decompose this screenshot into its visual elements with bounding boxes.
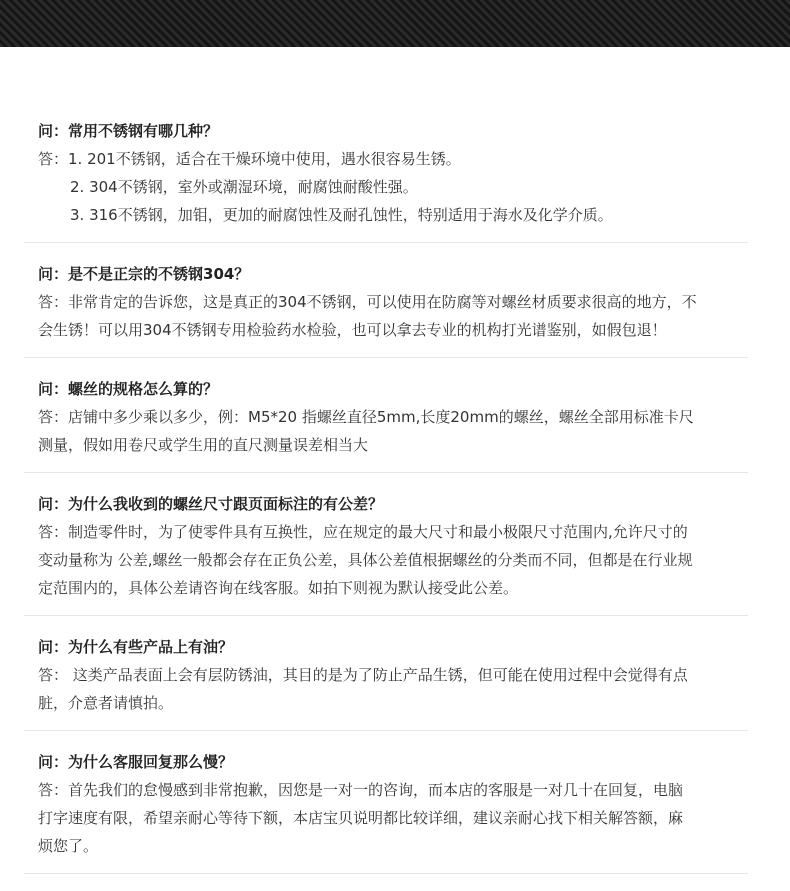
faq-item [24,117,748,243]
faq-item [24,375,748,473]
faq-answer-line: 答：制造零件时，为了使零件具有互换性，应在规定的最大尺寸和最小极限尺寸范围内,允许尺寸的 [38,523,688,541]
faq-answer-line: 2. 304不锈钢，室外或潮湿环境，耐腐蚀耐酸性强。 [70,178,418,196]
faq-answer [38,145,748,229]
faq-answer-line: 定范围内的，具体公差请咨询在线客服。如拍下则视为默认接受此公差。 [38,579,519,597]
faq-answer-line: 答：非常肯定的告诉您，这是真正的304不锈钢，可以使用在防腐等对螺丝材质要求很高的地方，不 [38,293,697,311]
faq-question: 问：为什么有些产品上有油？ [38,638,234,656]
faq-list [24,117,748,891]
faq-question: 问：为什么客服回复那么慢？ [38,753,234,771]
faq-answer-line: 答： 这类产品表面上会有层防锈油，其目的是为了防止产品生锈，但可能在使用过程中会觉得有点 [38,666,688,684]
faq-answer-line: 变动量称为 公差,螺丝一般都会存在正负公差，具体公差值根据螺丝的分类而不同，但都是在行业规 [38,551,693,569]
faq-answer-line: 烦您了。 [38,837,99,855]
faq-answer-line: 测量，假如用卷尺或学生用的直尺测量误差相当大 [38,436,369,454]
faq-item [24,633,748,731]
faq-item [24,260,748,358]
faq-answer-line: 答：1. 201不锈钢，适合在干燥环境中使用，遇水很容易生锈。 [38,150,461,168]
faq-answer [38,518,748,602]
faq-answer-line: 答：店铺中多少乘以多少，例：M5*20 指螺丝直径5mm,长度20mm的螺丝，螺丝全部用标准卡尺 [38,408,694,426]
faq-question: 问：常用不锈钢有哪几种？ [38,122,219,140]
faq-answer [38,661,748,717]
faq-item [24,490,748,616]
faq-answer [38,288,748,344]
top-banner [0,0,790,47]
faq-item [24,748,748,874]
faq-answer-line: 打字速度有限，希望亲耐心等待下额，本店宝贝说明都比较详细，建议亲耐心找下相关解答额，麻 [38,809,684,827]
faq-question: 问：为什么我收到的螺丝尺寸跟页面标注的有公差？ [38,495,384,513]
faq-answer-line: 答：首先我们的怠慢感到非常抱歉，因您是一对一的咨询，而本店的客服是一对几十在回复，电脑 [38,781,684,799]
faq-question: 问：是不是正宗的不锈钢304？ [38,265,250,283]
faq-answer-line: 会生锈！可以用304不锈钢专用检验药水检验，也可以拿去专业的机构打光谱鉴别，如假包退！ [38,321,667,339]
faq-answer [38,776,748,860]
faq-answer-line: 脏，介意者请慎拍。 [38,694,174,712]
faq-answer [38,403,748,459]
faq-answer-line: 3. 316不锈钢，加钼，更加的耐腐蚀性及耐孔蚀性，特别适用于海水及化学介质。 [70,206,613,224]
faq-question: 问：螺丝的规格怎么算的？ [38,380,219,398]
